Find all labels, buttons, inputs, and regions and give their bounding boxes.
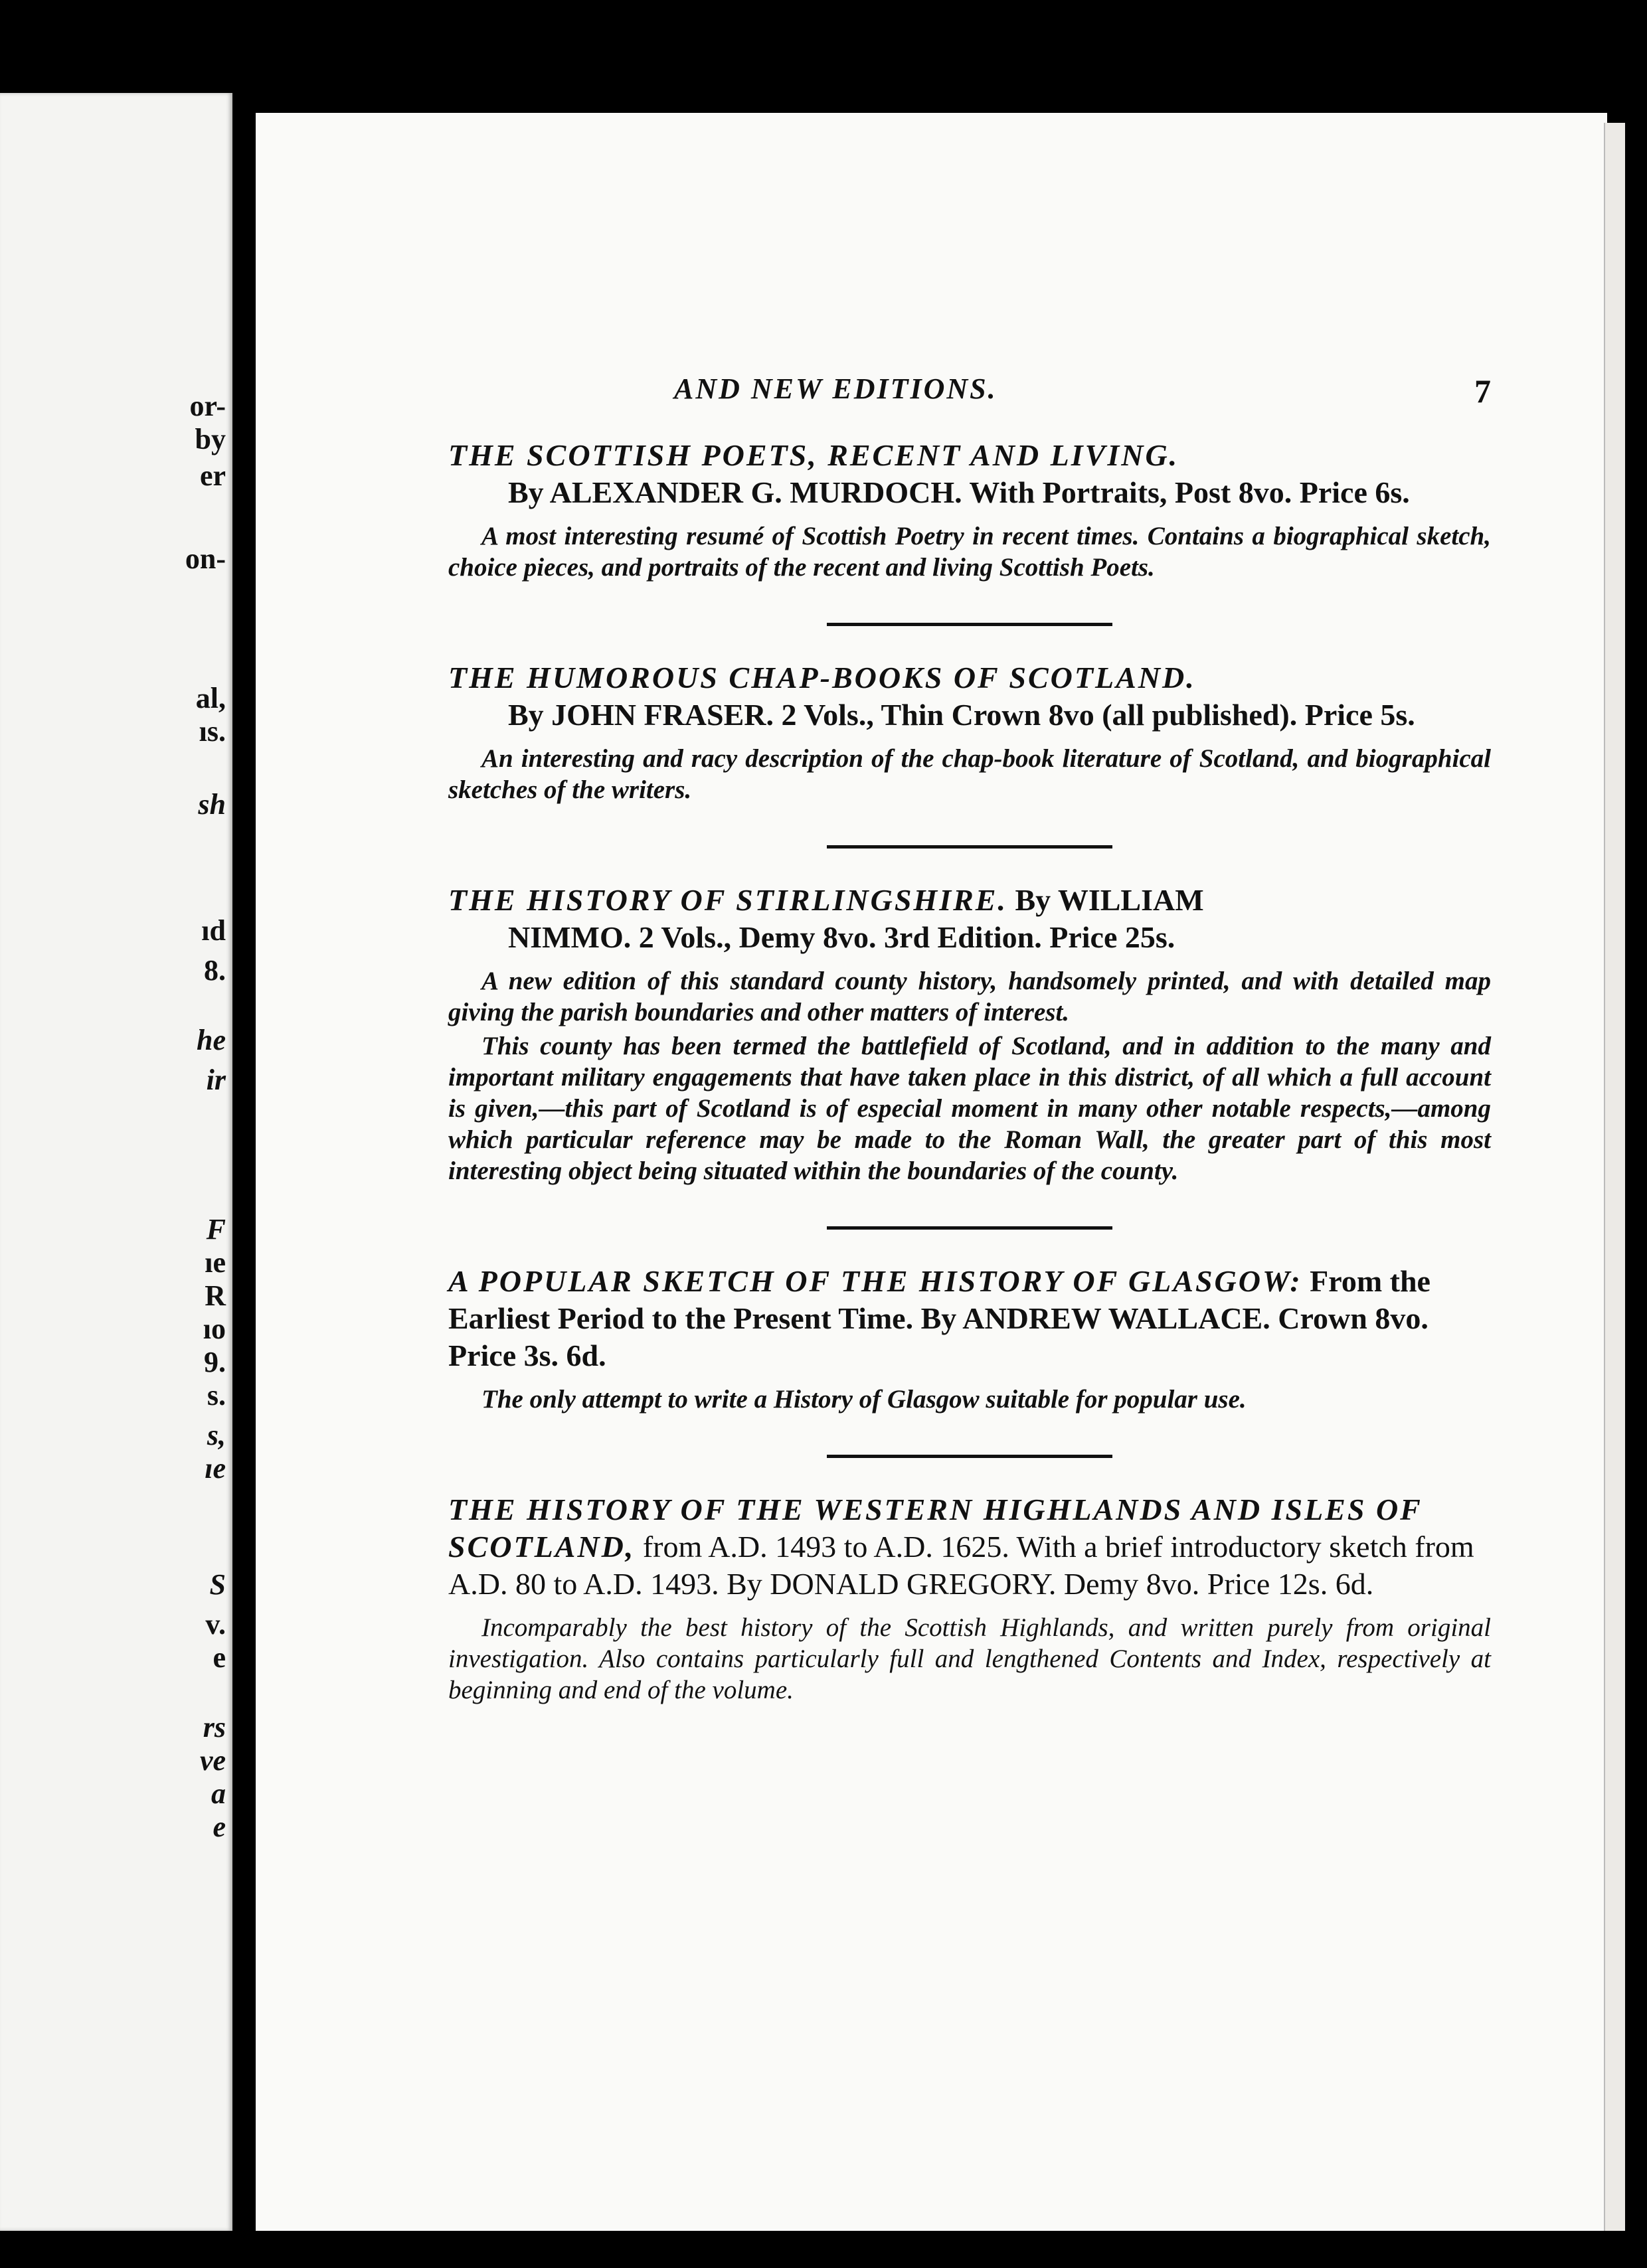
page-edge [1604,123,1625,2231]
catalogue-entry [448,437,1491,583]
entry-title: THE SCOTTISH POETS, RECENT AND LIVING. [448,438,1179,472]
entry-heading [448,437,1491,474]
book-page [256,113,1607,2231]
entry-heading [448,882,1491,919]
left-page-text-fragment: e [213,1811,226,1843]
entry-heading [448,659,1491,696]
left-page-text-fragment: er [199,459,226,492]
left-page-text-fragment: ıs. [199,715,226,748]
left-page-text-fragment: he [197,1024,226,1056]
left-page-text-fragment: s. [207,1379,226,1412]
left-page-text-fragment: R [205,1279,226,1312]
entry-byline: from A.D. 1493 to A.D. 1625. With a brief introductory sketch from A.D. 80 to A.D. 1493. By DONALD GREGORY. Demy 8vo. Price 12s. 6d. [448,1530,1474,1601]
section-divider [827,1455,1112,1458]
entry-title: A POPULAR SKETCH OF THE HISTORY OF GLASGOW: [448,1264,1302,1298]
entry-title: THE HISTORY OF THE WESTERN HIGHLANDS AND ISLES OF SCOTLAND, [448,1493,1423,1564]
left-page-text-fragment: 8. [204,954,226,987]
left-page-text-fragment: ıo [203,1313,226,1345]
section-divider [827,623,1112,626]
entry-byline: NIMMO. 2 Vols., Demy 8vo. 3rd Edition. Price 25s. [508,920,1175,954]
left-page-text-fragment: ir [206,1064,226,1096]
left-page-text-fragment: ve [199,1744,226,1777]
entry-title-author: By WILLIAM [1007,883,1204,917]
catalogue-entry [448,882,1491,1186]
left-page-fragment [0,93,232,2231]
left-page-text-fragment: al, [195,682,226,714]
section-divider [827,845,1112,849]
entry-description: A new edition of this standard county history, handsomely printed, and with detailed map giving the parish boundaries and other matters of interest. [448,967,1491,1026]
entry-title: THE HUMOROUS CHAP-BOOKS OF SCOTLAND. [448,661,1196,694]
entry-title: THE HISTORY OF STIRLINGSHIRE. [448,883,1007,917]
left-page-text-fragment: on- [185,542,226,575]
catalogue-entry [448,1491,1491,1706]
catalogue-entry [448,659,1491,805]
entry-byline: By JOHN FRASER. 2 Vols., Thin Crown 8vo (all published). Price 5s. [508,698,1415,732]
left-page-text-fragment: s, [207,1419,226,1451]
entry-description: An interesting and racy description of the chap-book literature of Scotland, and biographical sketches of the writers. [448,744,1491,804]
entry-description: The only attempt to write a History of Glasgow suitable for popular use. [481,1385,1247,1414]
left-page-text-fragment: a [211,1777,226,1810]
running-head [448,372,1491,425]
page-number: 7 [1474,372,1491,410]
page-content [448,372,1491,1706]
entry-byline: From the Earliest Period to the Present Time. By ANDREW WALLACE. Crown 8vo. Price 3s. 6d. [448,1264,1430,1372]
entry-description: Incomparably the best history of the Scottish Highlands, and written purely from original investigation. Also contains particularly full and lengthened Contents and Index, respectively at beginning and end of the volume. [448,1613,1491,1704]
entry-heading [448,1263,1491,1374]
book-gutter [232,100,259,2237]
entry-byline: By ALEXANDER G. MURDOCH. With Portraits, Post 8vo. Price 6s. [508,475,1410,509]
left-page-text-fragment: S [209,1568,226,1601]
section-divider [827,1226,1112,1230]
left-page-text-fragment: by [195,423,226,455]
left-page-text-fragment: ıe [205,1452,226,1485]
left-page-text-fragment: sh [198,788,226,821]
entry-description: A most interesting resumé of Scottish Poetry in recent times. Contains a biographical sketch, choice pieces, and portraits of the recent and living Scottish Poets. [448,522,1491,582]
left-page-text-fragment: rs [203,1711,226,1743]
left-page-text-fragment: e [213,1641,226,1674]
left-page-text-fragment: v. [205,1608,226,1641]
left-page-text-fragment: F [206,1213,226,1246]
running-head-title: AND NEW EDITIONS. [674,372,997,405]
left-page-text-fragment: or- [189,390,226,422]
left-page-text-fragment: 9. [204,1346,226,1378]
entry-description: This county has been termed the battlefield of Scotland, and in addition to the many and important military engagements that have taken place in this district, of all which a full account is given,—this part of Scotland is of especial moment in many other notable respects,—among which particular reference may be made to the Roman Wall, the greater part of this most interesting object being situated within the boundaries of the county. [448,1032,1491,1185]
left-page-text-fragment: ıd [201,914,226,947]
left-page-text-fragment: ıe [205,1246,226,1279]
entry-heading [448,1491,1491,1603]
catalogue-entry [448,1263,1491,1415]
